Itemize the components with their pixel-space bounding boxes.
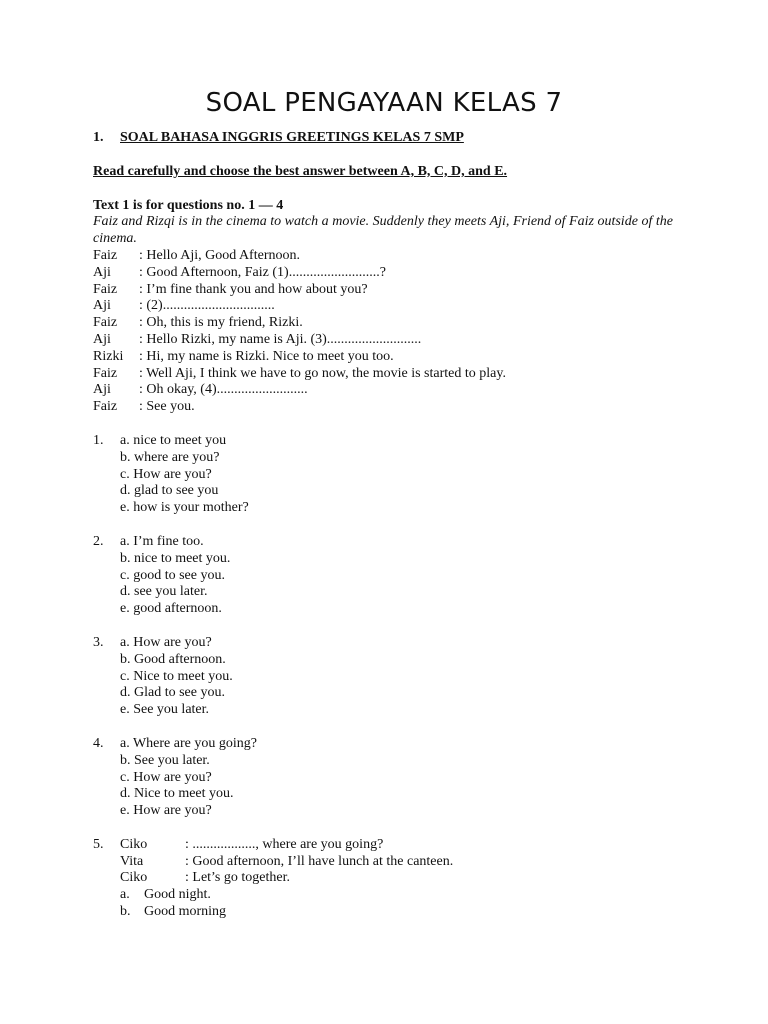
- section-number: 1.: [93, 130, 104, 145]
- line: : .................., where are you going?: [185, 836, 384, 852]
- dialogue-line: [93, 298, 673, 315]
- question-number: 3.: [93, 634, 104, 650]
- dialogue-line: [93, 349, 673, 366]
- option-d: d. Nice to meet you.: [120, 786, 234, 802]
- question-number: 4.: [93, 735, 104, 751]
- line: : I’m fine thank you and how about you?: [139, 281, 368, 297]
- option-c: c. good to see you.: [120, 567, 225, 583]
- dialogue-line: [93, 332, 673, 349]
- option-letter: b.: [120, 904, 131, 920]
- line: : Well Aji, I think we have to go now, the movie is started to play.: [139, 365, 506, 381]
- option-b: b. See you later.: [120, 752, 210, 768]
- speaker: Aji: [93, 382, 111, 398]
- option-a: a. nice to meet you: [120, 432, 227, 448]
- section-heading-text: SOAL BAHASA INGGRIS GREETINGS KELAS 7 SMP: [120, 130, 464, 145]
- question-number: 1.: [93, 432, 104, 448]
- option-e: e. how is your mother?: [120, 500, 249, 516]
- question-number: 5.: [93, 836, 104, 852]
- dialogue-line: [93, 399, 673, 416]
- narrative-text: Faiz and Rizqi is in the cinema to watch a movie. Suddenly they meets Aji, Friend of Faiz outside of the cinema.: [93, 214, 673, 247]
- speaker: Faiz: [93, 281, 118, 297]
- speaker: Ciko: [120, 870, 148, 886]
- question-5: [93, 837, 673, 921]
- option-b: [93, 904, 673, 921]
- dialogue-line: [93, 366, 673, 383]
- option-b: b. Good afternoon.: [120, 651, 226, 667]
- question-2: [93, 534, 673, 618]
- speaker: Aji: [93, 298, 111, 314]
- option-d: d. Glad to see you.: [120, 685, 225, 701]
- dialogue-line: [93, 265, 673, 282]
- line: : (2)................................: [139, 298, 275, 314]
- line: : Good afternoon, I’ll have lunch at the canteen.: [185, 853, 454, 869]
- text-label: Text 1 is for questions no. 1 — 4: [93, 197, 284, 213]
- option-b: b. nice to meet you.: [120, 550, 231, 566]
- option-e: e. How are you?: [120, 803, 212, 819]
- speaker: Aji: [93, 264, 111, 280]
- option-c: c. How are you?: [120, 769, 212, 785]
- option-a: a. I’m fine too.: [120, 533, 204, 549]
- option-a: [93, 887, 673, 904]
- line: : Oh, this is my friend, Rizki.: [139, 315, 303, 331]
- option-a: a. How are you?: [120, 634, 212, 650]
- speaker: Rizki: [93, 348, 124, 364]
- line: : Oh okay, (4)..........................: [139, 382, 308, 398]
- line: : Good Afternoon, Faiz (1)..........................?: [139, 264, 386, 280]
- option-text: Good night.: [144, 887, 211, 903]
- line: : Hello Aji, Good Afternoon.: [139, 247, 300, 263]
- speaker: Faiz: [93, 315, 118, 331]
- question-number: 2.: [93, 533, 104, 549]
- speaker: Faiz: [93, 399, 118, 415]
- option-a: a. Where are you going?: [120, 735, 257, 751]
- option-text: Good morning: [144, 904, 227, 920]
- speaker: Faiz: [93, 365, 118, 381]
- option-letter: a.: [120, 887, 130, 903]
- option-e: e. good afternoon.: [120, 601, 222, 617]
- option-d: d. glad to see you: [120, 483, 219, 499]
- option-e: e. See you later.: [120, 702, 210, 718]
- dialogue-line: [93, 248, 673, 265]
- section-heading: [93, 130, 673, 147]
- page-title: SOAL PENGAYAAN KELAS 7: [205, 88, 563, 118]
- question-1: [93, 433, 673, 517]
- dialogue-line: [93, 315, 673, 332]
- option-c: c. How are you?: [120, 466, 212, 482]
- line: : See you.: [139, 399, 195, 415]
- line: : Hello Rizki, my name is Aji. (3)...........................: [139, 331, 422, 347]
- speaker: Aji: [93, 331, 111, 347]
- line: : Hi, my name is Rizki. Nice to meet you too.: [139, 348, 394, 364]
- dialogue-line: [93, 282, 673, 299]
- dialogue: [93, 248, 673, 416]
- speaker: Vita: [120, 853, 144, 869]
- speaker: Faiz: [93, 247, 118, 263]
- document-page: [93, 0, 673, 921]
- question-4: [93, 736, 673, 820]
- line: : Let’s go together.: [185, 870, 290, 886]
- dialogue-line: [93, 382, 673, 399]
- question-3: [93, 635, 673, 719]
- speaker: Ciko: [120, 836, 148, 852]
- instruction-text: Read carefully and choose the best answer between A, B, C, D, and E.: [93, 163, 508, 179]
- option-c: c. Nice to meet you.: [120, 668, 233, 684]
- option-b: b. where are you?: [120, 449, 220, 465]
- option-d: d. see you later.: [120, 584, 208, 600]
